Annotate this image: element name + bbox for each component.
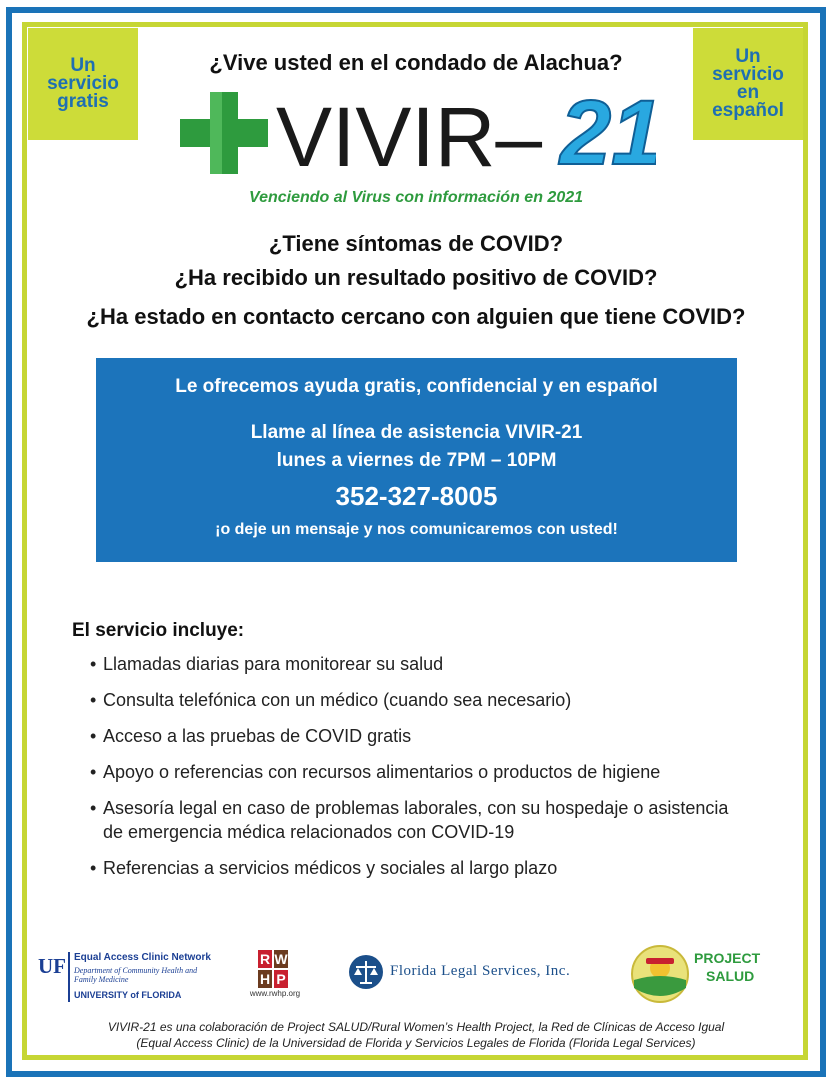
- uf-university: UNIVERSITY of FLORIDA: [74, 990, 182, 1000]
- credit-line: VIVIR-21 es una colaboración de Project SALUD/Rural Women’s Health Project, la Red de Clínicas de Acceso Igual: [107, 1020, 725, 1034]
- free-service-badge: [28, 28, 138, 140]
- badge-line: gratis: [57, 91, 109, 112]
- uf-logo: [36, 952, 216, 1002]
- florida-legal-services-logo: [348, 954, 618, 990]
- helpline-box: [96, 358, 737, 562]
- spanish-service-badge: [693, 28, 803, 140]
- list-item: [90, 688, 790, 712]
- rwhp-logo: [244, 950, 306, 1002]
- bullet: •: [90, 654, 97, 674]
- badge-line: español: [712, 100, 784, 121]
- salud-line1: PROJECT: [694, 950, 761, 966]
- uf-department: Department of Community Health and Family Medicine: [74, 966, 198, 984]
- bullet: •: [90, 762, 97, 782]
- phone-number[interactable]: 352-327-8005: [335, 481, 498, 511]
- list-item: [90, 652, 790, 676]
- scales-icon: [348, 954, 384, 990]
- question-positive: ¿Ha recibido un resultado positivo de COVID?: [174, 265, 658, 290]
- call-text: Llame al línea de asistencia VIVIR-21: [250, 422, 583, 443]
- salud-sun-icon: [630, 944, 690, 1004]
- message-text: ¡o deje un mensaje y nos comunicaremos con usted!: [215, 521, 618, 538]
- fls-name: Florida Legal Services, Inc.: [390, 963, 571, 979]
- logo-graphic: [176, 86, 656, 178]
- badge-line: servicio: [47, 73, 119, 94]
- services-title: El servicio incluye:: [72, 620, 245, 641]
- uf-network-name: Equal Access Clinic Network: [74, 952, 211, 963]
- rwhp-letter: R: [259, 951, 271, 967]
- rwhp-letter: P: [274, 970, 288, 988]
- list-item: [90, 856, 790, 880]
- badge-line: Un: [735, 46, 761, 67]
- list-item: [90, 796, 790, 844]
- list-item-text: Apoyo o referencias con recursos alimentarios o productos de higiene: [103, 762, 661, 782]
- vivir-21-logo: [176, 86, 656, 178]
- rwhp-letter: W: [274, 951, 288, 967]
- list-item: [90, 724, 790, 748]
- bullet: •: [90, 858, 97, 878]
- salud-line2: SALUD: [706, 968, 755, 984]
- list-item: [90, 760, 790, 784]
- list-item-text: Referencias a servicios médicos y sociales al largo plazo: [103, 858, 558, 878]
- bullet: •: [90, 690, 97, 710]
- uf-mark: UF: [38, 954, 66, 978]
- question-symptoms: ¿Tiene síntomas de COVID?: [268, 231, 564, 256]
- list-item-text: Acceso a las pruebas de COVID gratis: [103, 726, 412, 746]
- list-item-text: Llamadas diarias para monitorear su salud: [103, 654, 444, 674]
- project-salud-logo: [630, 940, 800, 1010]
- bullet: •: [90, 798, 97, 818]
- bullet: •: [90, 726, 97, 746]
- credit-line: (Equal Access Clinic) de la Universidad de Florida y Servicios Legales de Florida (Florida Legal Services): [136, 1036, 696, 1050]
- collaboration-credit: [40, 1019, 792, 1051]
- hours-text: lunes a viernes de 7PM – 10PM: [276, 450, 557, 471]
- rwhp-letter: H: [259, 971, 271, 987]
- offer-text: Le ofrecemos ayuda gratis, confidencial y en español: [175, 376, 658, 397]
- tagline: Venciendo al Virus con información en 2021: [248, 189, 584, 206]
- list-item-text: Consulta telefónica con un médico (cuando sea necesario): [103, 690, 572, 710]
- plus-cross-icon: [180, 92, 268, 174]
- logo-text: VIVIR–: [276, 90, 543, 178]
- logo-number: 21: [560, 86, 656, 178]
- list-item-text: Asesoría legal en caso de problemas laborales, con su hospedaje o asistencia de emergencia médica relacionados con COVID-19: [103, 798, 729, 842]
- partner-logos: [36, 940, 796, 1010]
- question-contact: ¿Ha estado en contacto cercano con alguien que tiene COVID?: [86, 304, 746, 329]
- badge-line: servicio: [712, 64, 784, 85]
- badge-line: Un: [70, 55, 96, 76]
- rwhp-url: www.rwhp.org: [249, 989, 301, 998]
- top-question: ¿Vive usted en el condado de Alachua?: [209, 50, 623, 75]
- uf-divider: [68, 952, 70, 1002]
- badge-line: en: [736, 82, 760, 103]
- services-list: [90, 652, 790, 892]
